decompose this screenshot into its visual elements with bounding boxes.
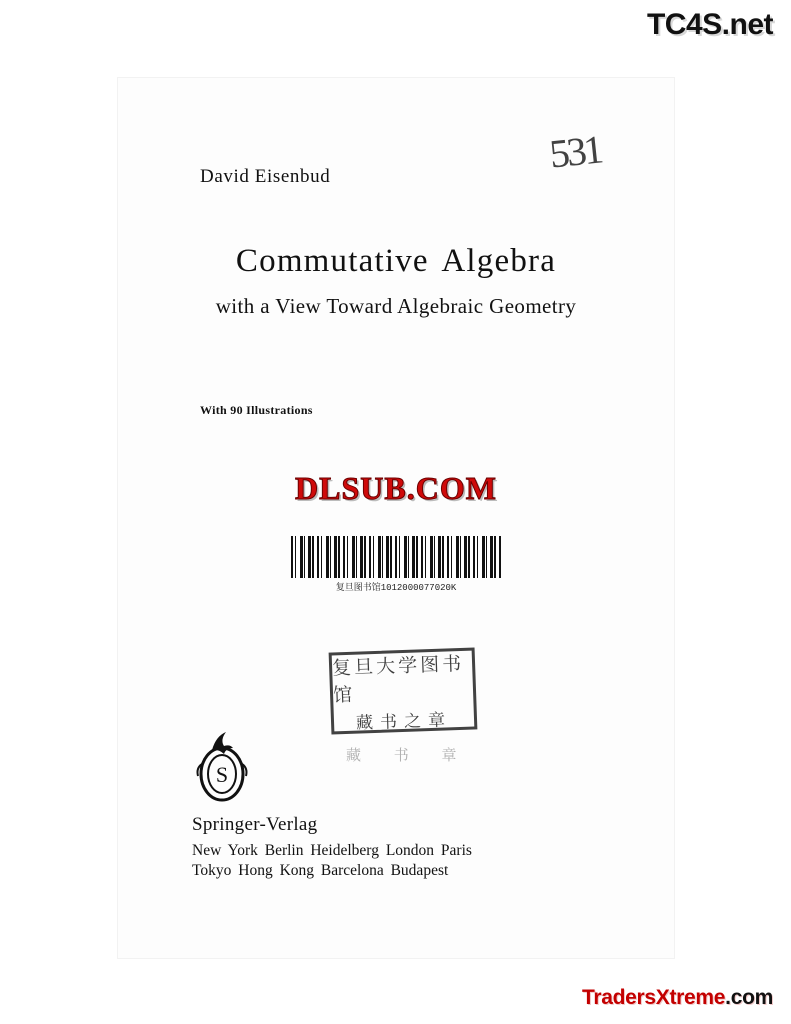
publisher-cities-line2: Tokyo Hong Kong Barcelona Budapest	[192, 862, 449, 879]
library-barcode	[291, 536, 501, 593]
svg-text:S: S	[215, 762, 229, 787]
barcode-bars	[291, 536, 501, 578]
book-author: David Eisenbud	[200, 166, 331, 187]
watermark-top: TC4S.net	[646, 8, 773, 41]
springer-logo	[190, 718, 254, 804]
handwritten-shelfmark: 531	[547, 126, 603, 177]
book-subtitle: with a View Toward Algebraic Geometry	[215, 294, 577, 318]
library-stamp-line1: 复旦大学图书馆	[331, 652, 465, 706]
illustrations-note: With 90 Illustrations	[200, 403, 313, 417]
library-stamp-line2: 藏书之章	[355, 709, 453, 734]
watermark-bottom	[582, 986, 773, 1010]
book-title-page	[118, 78, 674, 958]
publisher-name: Springer-Verlag	[192, 814, 318, 835]
library-ink-stamp	[329, 647, 478, 734]
barcode-caption: 复旦图书馆1012000077020K	[335, 583, 457, 593]
publisher-cities	[192, 841, 472, 881]
library-stamp-smudge: 藏 书 章	[346, 746, 471, 764]
watermark-bottom-red: TradersXtreme	[581, 986, 726, 1009]
book-title: Commutative Algebra	[235, 243, 557, 279]
publisher-cities-line1: New York Berlin Heidelberg London Paris	[192, 842, 472, 859]
watermark-bottom-black: .com	[725, 986, 773, 1009]
dlsub-watermark-stamp: DLSUB.COM	[295, 470, 497, 506]
